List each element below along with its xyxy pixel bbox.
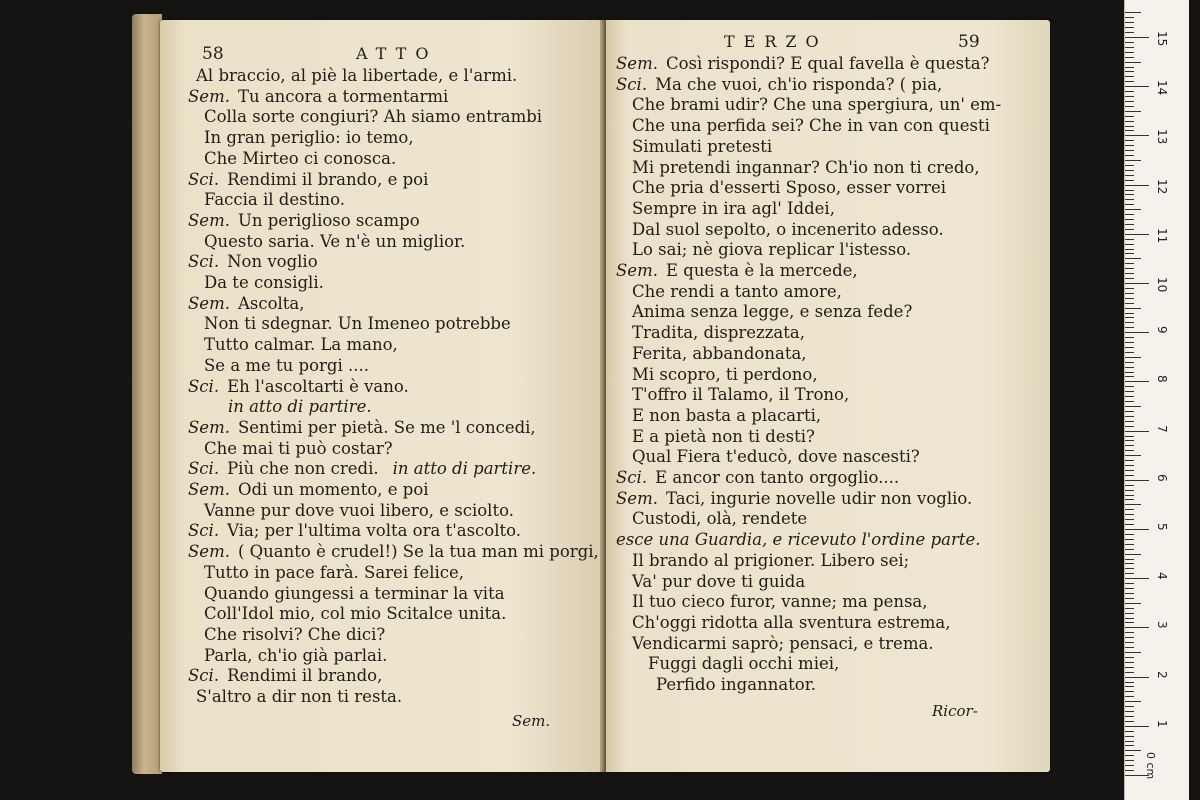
ruler-tick — [1125, 12, 1141, 13]
ruler-tick — [1125, 278, 1134, 279]
ruler-tick — [1125, 721, 1134, 722]
line-text: esce una Guardia, e ricevuto l'ordine parte. — [616, 530, 981, 550]
ruler-unit-label: 0 cm — [1144, 752, 1157, 780]
line-text: Ch'oggi ridotta alla sventura estrema, — [632, 612, 951, 632]
line-text: Tradita, disprezzata, — [632, 323, 805, 343]
line-text: Che rendi a tanto amore, — [632, 281, 842, 301]
line-text: E a pietà non ti desti? — [632, 426, 815, 446]
speaker-label: Sem. — [188, 480, 230, 499]
line-text: Coll'Idol mio, col mio Scitalce unita. — [204, 604, 507, 624]
ruler-tick — [1125, 27, 1134, 28]
line-text: Vanne pur dove vuoi libero, e sciolto. — [204, 500, 514, 520]
left-catchword: Sem. — [512, 712, 551, 730]
ruler-tick — [1125, 465, 1134, 466]
ruler-tick — [1125, 450, 1134, 451]
speaker-label: Sem. — [188, 417, 230, 437]
left-page — [160, 20, 604, 772]
ruler-tick — [1125, 652, 1141, 653]
speaker-label: Sem. — [616, 488, 658, 508]
line-text: Che mai ti può costar? — [204, 438, 393, 458]
speaker-label: Sem. — [188, 210, 230, 230]
ruler-tick — [1125, 145, 1134, 146]
ruler-tick — [1125, 342, 1134, 343]
ruler-tick — [1125, 632, 1134, 633]
ruler-tick — [1125, 490, 1134, 491]
line-text: Che una perfida sei? Che in van con questi — [632, 116, 990, 136]
speaker-label: Sci. — [188, 252, 220, 272]
ruler-number: 2 — [1155, 670, 1169, 679]
ruler-tick — [1125, 239, 1134, 240]
ruler-tick — [1125, 253, 1134, 254]
ruler-tick — [1125, 588, 1134, 589]
ruler-tick — [1125, 470, 1134, 471]
ruler-tick — [1125, 539, 1134, 540]
line-text: Eh l'ascoltarti è vano. — [227, 376, 409, 396]
line-text: Che pria d'esserti Sposo, esser vorrei — [632, 178, 947, 198]
line-text: Tutto calmar. La mano, — [204, 335, 398, 355]
line-text: Anima senza legge, e senza fede? — [632, 302, 913, 322]
ruler-tick — [1125, 308, 1141, 309]
ruler-number: 9 — [1155, 326, 1169, 334]
speaker-label: Sci. — [188, 521, 220, 541]
ruler-tick — [1125, 750, 1141, 751]
ruler-tick — [1125, 741, 1134, 742]
line-text: Taci, ingurie novelle udir non voglio. — [665, 488, 973, 508]
ruler-tick — [1125, 165, 1134, 166]
right-page — [606, 20, 1050, 772]
ruler-tick — [1125, 524, 1134, 525]
ruler-tick — [1125, 431, 1149, 432]
line-text: Più che non credi. — [227, 459, 379, 479]
ruler-tick — [1125, 667, 1134, 668]
ruler-tick — [1125, 32, 1134, 33]
ruler-number: 4 — [1155, 572, 1169, 580]
speaker-label: Sci. — [188, 459, 220, 479]
line-text: Tutto in pace farà. Sarei felice, — [204, 562, 465, 582]
ruler-tick — [1125, 121, 1134, 122]
speaker-label: Sci. — [616, 468, 648, 487]
ruler-tick — [1125, 686, 1134, 687]
line-text: Un periglioso scampo — [237, 210, 420, 230]
ruler-tick — [1125, 401, 1134, 402]
line-text: Rendimi il brando, — [227, 666, 383, 686]
line-text: Via; per l'ultima volta ora t'ascolto. — [227, 521, 522, 541]
left-page-number: 58 — [202, 44, 224, 64]
line-text: Simulati pretesti — [632, 136, 773, 156]
ruler-tick — [1125, 445, 1134, 446]
line-text: Quando giungessi a terminar la vita — [204, 583, 505, 603]
ruler-tick — [1125, 549, 1134, 550]
ruler-tick — [1125, 91, 1134, 92]
ruler-tick — [1125, 303, 1134, 304]
line-text: Mi pretendi ingannar? Ch'io non ti credo, — [632, 157, 980, 177]
ruler-tick — [1125, 367, 1134, 368]
line-text: in atto di partire. — [228, 397, 372, 417]
ruler-tick — [1125, 499, 1134, 500]
ruler-tick — [1125, 485, 1134, 486]
ruler-tick — [1125, 391, 1134, 392]
ruler-number: 6 — [1155, 473, 1169, 482]
ruler-tick — [1125, 760, 1134, 761]
line-text: Sentimi per pietà. Se me 'l concedi, — [237, 417, 536, 437]
speaker-label: Sem. — [188, 86, 230, 106]
line-text: Colla sorte congiuri? Ah siamo entrambi — [204, 107, 543, 127]
ruler-tick — [1125, 81, 1134, 82]
ruler-tick — [1125, 140, 1134, 141]
ruler-tick — [1125, 47, 1134, 48]
ruler-tick — [1125, 160, 1141, 161]
speaker-label: Sem. — [616, 54, 658, 73]
ruler-tick — [1125, 598, 1134, 599]
ruler-tick — [1125, 376, 1134, 377]
line-text: In gran periglio: io temo, — [204, 128, 414, 148]
line-text: Ma che vuoi, ch'io risponda? ( pia, — [655, 74, 943, 94]
ruler-tick — [1125, 62, 1141, 63]
line-text: Custodi, olà, rendete — [632, 509, 808, 529]
line-text: Va' pur dove ti guida — [632, 571, 806, 591]
speaker-label: Sem. — [188, 542, 230, 562]
ruler-tick — [1125, 288, 1134, 289]
line-text: Ascolta, — [237, 293, 305, 313]
ruler-tick — [1125, 116, 1134, 117]
ruler-number: 5 — [1155, 523, 1169, 531]
ruler-number: 11 — [1155, 227, 1169, 244]
line-text: Perfido ingannator. — [656, 675, 817, 694]
ruler-tick — [1125, 71, 1134, 72]
ruler-tick — [1125, 219, 1134, 220]
ruler-tick — [1125, 426, 1134, 427]
ruler-tick — [1125, 86, 1149, 87]
ruler-tick — [1125, 67, 1134, 68]
ruler-tick — [1125, 662, 1134, 663]
ruler-tick — [1125, 716, 1134, 717]
ruler-tick — [1125, 263, 1134, 264]
ruler-tick — [1125, 111, 1141, 112]
ruler-tick — [1125, 42, 1134, 43]
ruler-tick — [1125, 283, 1149, 284]
ruler-tick — [1125, 155, 1134, 156]
line-text: Odi un momento, e poi — [237, 480, 429, 499]
scale-ruler — [1124, 0, 1189, 800]
ruler-tick — [1125, 696, 1134, 697]
ruler-number: 12 — [1155, 178, 1169, 194]
ruler-tick — [1125, 618, 1134, 619]
ruler-tick — [1125, 726, 1149, 727]
ruler-tick — [1125, 381, 1149, 382]
line-text: Faccia il destino. — [204, 190, 346, 210]
line-text: Lo sai; nè giova replicar l'istesso. — [632, 240, 912, 260]
ruler-tick — [1125, 194, 1134, 195]
ruler-tick — [1125, 150, 1134, 151]
ruler-tick — [1125, 337, 1134, 338]
ruler-tick — [1125, 677, 1149, 678]
ruler-tick — [1125, 559, 1134, 560]
ruler-tick — [1125, 672, 1134, 673]
ruler-tick — [1125, 731, 1134, 732]
ruler-tick — [1125, 593, 1134, 594]
text-line — [656, 673, 816, 697]
ruler-tick — [1125, 642, 1134, 643]
ruler-tick — [1125, 204, 1134, 205]
speaker-label: Sem. — [188, 293, 230, 313]
speaker-label: Sci. — [188, 169, 220, 189]
ruler-tick — [1125, 563, 1134, 564]
ruler-tick — [1125, 130, 1134, 131]
ruler-tick — [1125, 573, 1134, 574]
ruler-tick — [1125, 273, 1134, 274]
ruler-tick — [1125, 372, 1134, 373]
right-running-head: TERZO — [724, 32, 828, 51]
ruler-tick — [1125, 17, 1134, 18]
ruler-tick — [1125, 224, 1134, 225]
ruler-number: 1 — [1155, 719, 1169, 728]
line-text: E ancor con tanto orgoglio.... — [655, 468, 900, 487]
line-text: Parla, ch'io già parlai. — [204, 645, 388, 665]
ruler-tick — [1125, 352, 1134, 353]
ruler-number: 15 — [1155, 31, 1169, 47]
ruler-tick — [1125, 544, 1134, 545]
ruler-tick — [1125, 190, 1134, 191]
ruler-tick — [1125, 170, 1134, 171]
ruler-tick — [1125, 234, 1149, 235]
ruler-tick — [1125, 475, 1134, 476]
ruler-tick — [1125, 529, 1149, 530]
ruler-tick — [1125, 214, 1134, 215]
ruler-tick — [1125, 317, 1134, 318]
ruler-tick — [1125, 554, 1141, 555]
ruler-tick — [1125, 706, 1134, 707]
line-text: Vendicarmi saprò; pensaci, e trema. — [632, 633, 934, 653]
ruler-number: 7 — [1155, 424, 1169, 433]
ruler-tick — [1125, 682, 1134, 683]
right-page-number: 59 — [958, 32, 980, 52]
line-text: Sempre in ira agl' Iddei, — [632, 198, 835, 218]
line-text: S'altro a dir non ti resta. — [196, 687, 403, 706]
ruler-tick — [1125, 583, 1134, 584]
ruler-tick — [1125, 421, 1134, 422]
ruler-tick — [1125, 135, 1149, 136]
ruler-tick — [1125, 180, 1134, 181]
ruler-tick — [1125, 701, 1141, 702]
ruler-tick — [1125, 647, 1134, 648]
ruler-tick — [1125, 455, 1141, 456]
speaker-label: Sci. — [188, 376, 220, 396]
ruler-tick — [1125, 244, 1134, 245]
ruler-tick — [1125, 322, 1134, 323]
ruler-tick — [1125, 332, 1149, 333]
book-edge — [132, 14, 162, 774]
ruler-tick — [1125, 578, 1149, 579]
speaker-label: Sem. — [616, 261, 658, 280]
line-text: Se a me tu porgi .... — [204, 355, 369, 375]
line-text: Dal suol sepolto, o incenerito adesso. — [632, 219, 944, 239]
text-line — [196, 685, 402, 709]
line-text: Mi scopro, ti perdono, — [632, 364, 818, 384]
ruler-tick — [1125, 608, 1134, 609]
ruler-tick — [1125, 52, 1134, 53]
ruler-tick — [1125, 175, 1134, 176]
ruler-tick — [1125, 199, 1134, 200]
line-text: E questa è la mercede, — [665, 261, 858, 280]
ruler-number: 14 — [1155, 80, 1169, 96]
ruler-tick — [1125, 76, 1134, 77]
ruler-tick — [1125, 362, 1134, 363]
ruler-tick — [1125, 603, 1141, 604]
ruler-tick — [1125, 249, 1134, 250]
ruler-number: 10 — [1155, 277, 1169, 293]
ruler-tick — [1125, 534, 1134, 535]
ruler-tick — [1125, 347, 1134, 348]
ruler-tick — [1125, 22, 1134, 23]
ruler-tick — [1125, 416, 1134, 417]
line-text: Il brando al prigioner. Libero sei; — [632, 550, 910, 570]
ruler-tick — [1125, 57, 1134, 58]
ruler-tick — [1125, 185, 1149, 186]
ruler-tick — [1125, 406, 1141, 407]
ruler-tick — [1125, 755, 1134, 756]
line-text: Che brami udir? Che una spergiura, un' em- — [632, 95, 1002, 115]
ruler-tick — [1125, 504, 1141, 505]
ruler-tick — [1125, 327, 1134, 328]
ruler-tick — [1125, 745, 1134, 746]
ruler-tick — [1125, 627, 1149, 628]
ruler-tick — [1125, 37, 1149, 38]
ruler-tick — [1125, 357, 1141, 358]
speaker-label: Sci. — [188, 666, 220, 686]
line-text: Che Mirteo ci conosca. — [204, 148, 397, 168]
ruler-tick — [1125, 613, 1134, 614]
line-text: Fuggi dagli occhi miei, — [648, 654, 840, 674]
line-text: Il tuo cieco furor, vanne; ma pensa, — [632, 592, 928, 612]
ruler-tick — [1125, 209, 1141, 210]
ruler-tick — [1125, 736, 1134, 737]
ruler-tick — [1125, 101, 1134, 102]
ruler-tick — [1125, 691, 1134, 692]
ruler-tick — [1125, 495, 1134, 496]
left-running-head: ATTO — [356, 44, 438, 63]
speaker-label: Sci. — [616, 74, 648, 94]
ruler-number: 8 — [1155, 375, 1169, 384]
ruler-tick — [1125, 770, 1134, 771]
ruler-tick — [1125, 622, 1134, 623]
ruler-tick — [1125, 96, 1134, 97]
ruler-tick — [1125, 386, 1134, 387]
line-text: Al braccio, al piè la libertade, e l'armi. — [196, 66, 518, 85]
ruler-tick — [1125, 436, 1134, 437]
ruler-tick — [1125, 313, 1134, 314]
ruler-tick — [1125, 509, 1134, 510]
ruler-tick — [1125, 106, 1134, 107]
ruler-tick — [1125, 460, 1134, 461]
ruler-tick — [1125, 480, 1149, 481]
line-text: Questo saria. Ve n'è un miglior. — [204, 231, 466, 251]
line-text: Che risolvi? Che dici? — [204, 624, 386, 644]
line-text: Non voglio — [227, 252, 318, 272]
ruler-tick — [1125, 411, 1134, 412]
ruler-tick — [1125, 396, 1134, 397]
line-text: Da te consigli. — [204, 273, 324, 292]
line-text: ( Quanto è crudel!) Se la tua man mi porgi, — [237, 542, 599, 562]
ruler-tick — [1125, 126, 1134, 127]
ruler-tick — [1125, 293, 1134, 294]
ruler-tick — [1125, 568, 1134, 569]
ruler-number: 13 — [1155, 129, 1169, 145]
line-text: E non basta a placarti, — [632, 405, 822, 425]
ruler-number: 3 — [1155, 621, 1169, 630]
ruler-tick — [1125, 637, 1134, 638]
right-catchword: Ricor- — [932, 702, 978, 720]
ruler-tick — [1125, 519, 1134, 520]
line-text: Ferita, abbandonata, — [632, 343, 807, 363]
line-text: Non ti sdegnar. Un Imeneo potrebbe — [204, 314, 511, 334]
line-text: Rendimi il brando, e poi — [227, 169, 429, 189]
ruler-tick — [1125, 514, 1134, 515]
ruler-tick — [1125, 657, 1134, 658]
line-text: Qual Fiera t'educò, dove nascesti? — [632, 447, 920, 467]
ruler-tick — [1125, 268, 1134, 269]
ruler-tick — [1125, 229, 1134, 230]
line-text: T'offro il Talamo, il Trono, — [632, 385, 850, 405]
line-text: Così rispondi? E qual favella è questa? — [665, 54, 990, 73]
ruler-tick — [1125, 258, 1141, 259]
ruler-tick — [1125, 711, 1134, 712]
line-text: Tu ancora a tormentarmi — [237, 86, 449, 106]
ruler-tick — [1125, 298, 1134, 299]
ruler-tick — [1125, 440, 1134, 441]
stage-direction: in atto di partire. — [392, 459, 537, 479]
ruler-tick — [1125, 765, 1134, 766]
